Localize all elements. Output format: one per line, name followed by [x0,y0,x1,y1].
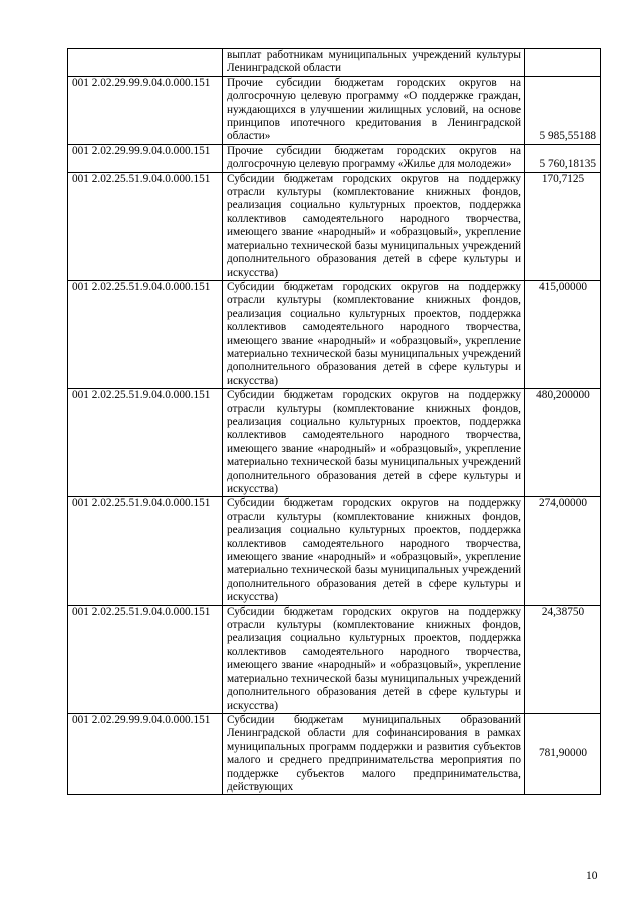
table-row [68,172,601,280]
budget-code: 001 2.02.25.51.9.04.0.000.151 [68,389,223,497]
amount: 274,00000 [525,497,601,605]
table-row [68,76,601,144]
income-description: Субсидии бюджетам городских округов на поддержку отрасли культуры (комплектование книжных фондов, реализация социально культурных проектов, поддержка коллективов самодеятельного народного творчества, имеющего звание «народный» и «образцовый», укрепление материально технической базы муниципальных учреждений дополнительного образования детей в сфере культуры и искусства) [223,497,525,605]
amount [525,49,601,77]
budget-code: 001 2.02.25.51.9.04.0.000.151 [68,605,223,713]
amount: 415,00000 [525,280,601,388]
amount: 5 985,55188 [525,76,601,144]
amount: 170,7125 [525,172,601,280]
income-description: Субсидии бюджетам городских округов на поддержку отрасли культуры (комплектование книжных фондов, реализация социально культурных проектов, поддержка коллективов самодеятельного народного творчества, имеющего звание «народный» и «образцовый», укрепление материально технической базы муниципальных учреждений дополнительного образования детей в сфере культуры и искусства) [223,389,525,497]
table-row [68,497,601,605]
income-description: Прочие субсидии бюджетам городских округов на долгосрочную целевую программу «Жилье для молодежи» [223,144,525,172]
page-number: 10 [586,870,598,882]
table-row [68,280,601,388]
table-row [68,144,601,172]
amount: 5 760,18135 [525,144,601,172]
budget-code [68,49,223,77]
amount: 781,90000 [525,713,601,794]
income-description: Субсидии бюджетам муниципальных образований Ленинградской области для софинансирования в рамках муниципальных программ поддержки и развития субъектов малого и среднего предпринимательства мероприятия по поддержке субъектов малого предпринимательства, действующих [223,713,525,794]
income-description: Субсидии бюджетам городских округов на поддержку отрасли культуры (комплектование книжных фондов, реализация социально культурных проектов, поддержка коллективов самодеятельного народного творчества, имеющего звание «народный» и «образцовый», укрепление материально технической базы муниципальных учреждений дополнительного образования детей в сфере культуры и искусства) [223,280,525,388]
amount: 480,200000 [525,389,601,497]
income-description: Субсидии бюджетам городских округов на поддержку отрасли культуры (комплектование книжных фондов, реализация социально культурных проектов, поддержка коллективов самодеятельного народного творчества, имеющего звание «народный» и «образцовый», укрепление материально технической базы муниципальных учреждений дополнительного образования детей в сфере культуры и искусства) [223,605,525,713]
budget-code: 001 2.02.29.99.9.04.0.000.151 [68,144,223,172]
table-row [68,49,601,77]
income-description: выплат работникам муниципальных учреждений культуры Ленинградской области [223,49,525,77]
budget-code: 001 2.02.29.99.9.04.0.000.151 [68,76,223,144]
table-row [68,605,601,713]
budget-table [67,48,601,795]
budget-code: 001 2.02.29.99.9.04.0.000.151 [68,713,223,794]
budget-code: 001 2.02.25.51.9.04.0.000.151 [68,497,223,605]
income-description: Прочие субсидии бюджетам городских округов на долгосрочную целевую программу «О поддержке граждан, нуждающихся в улучшении жилищных условий, на основе принципов ипотечного кредитования в Ленинградской области» [223,76,525,144]
amount: 24,38750 [525,605,601,713]
budget-code: 001 2.02.25.51.9.04.0.000.151 [68,280,223,388]
table-row [68,389,601,497]
table-body [68,49,601,795]
income-description: Субсидии бюджетам городских округов на поддержку отрасли культуры (комплектование книжных фондов, реализация социально культурных проектов, поддержка коллективов самодеятельного народного творчества, имеющего звание «народный» и «образцовый», укрепление материально технической базы муниципальных учреждений дополнительного образования детей в сфере культуры и искусства) [223,172,525,280]
table-row [68,713,601,794]
budget-code: 001 2.02.25.51.9.04.0.000.151 [68,172,223,280]
